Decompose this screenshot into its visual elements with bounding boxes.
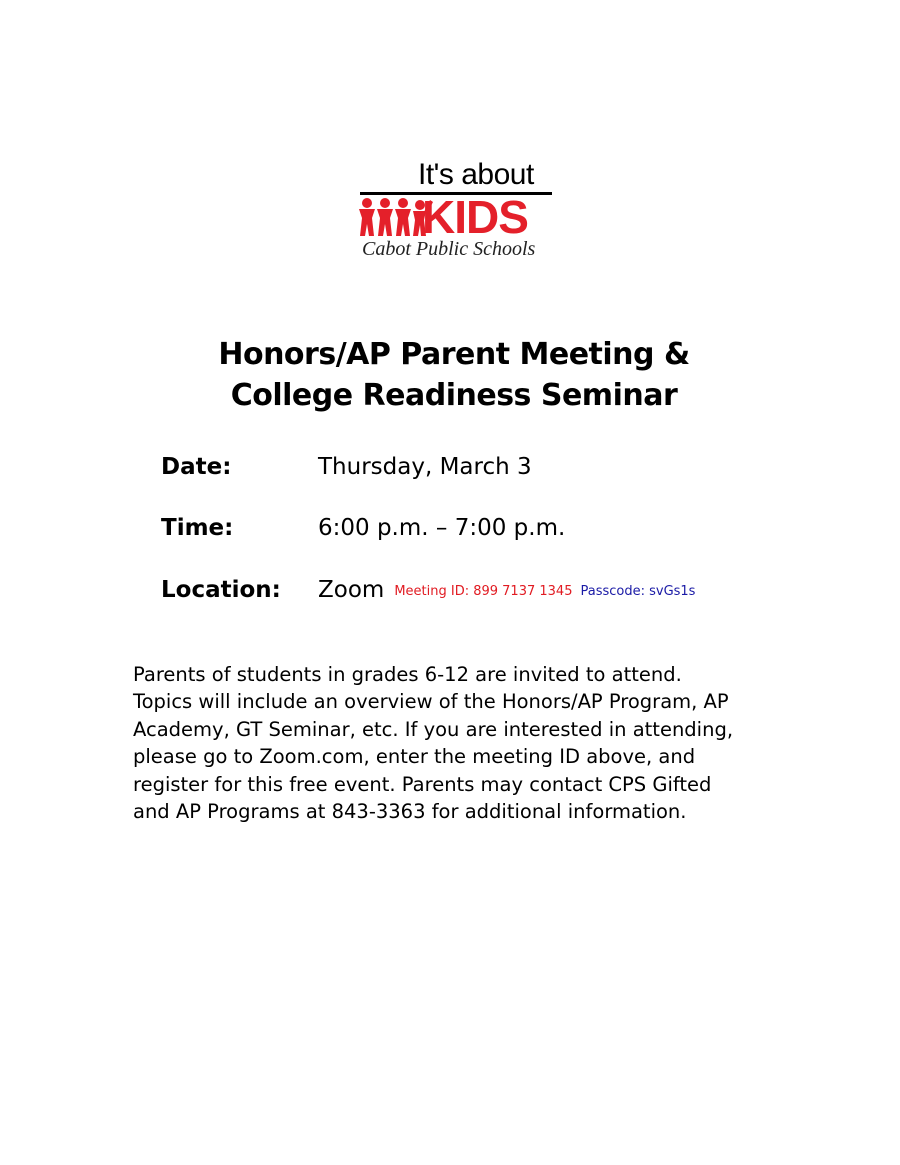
paragraph-line: register for this free event. Parents may contact CPS Gifted xyxy=(133,772,712,796)
paragraph-line: Topics will include an overview of the Honors/AP Program, AP xyxy=(133,690,729,714)
district-logo xyxy=(358,158,558,266)
paragraph-line: and AP Programs at 843-3363 for additional information. xyxy=(133,800,687,824)
time-label: Time: xyxy=(161,515,234,541)
title-line-2: College Readiness Seminar xyxy=(230,378,678,413)
logo-kids-text: KIDS xyxy=(422,191,528,243)
time-value: 6:00 p.m. – 7:00 p.m. xyxy=(318,515,566,541)
paragraph-line: Academy, GT Seminar, etc. If you are interested in attending, xyxy=(133,717,734,741)
page-title xyxy=(0,334,900,416)
logo-tagline: It's about xyxy=(418,158,534,191)
paragraph-line: please go to Zoom.com, enter the meeting ID above, and xyxy=(133,745,696,769)
description-paragraph xyxy=(133,661,833,825)
date-label: Date: xyxy=(161,454,232,480)
location-value: Zoom xyxy=(318,577,385,603)
logo-school-name: Cabot Public Schools xyxy=(362,238,536,260)
paragraph-line: Parents of students in grades 6-12 are invited to attend. xyxy=(133,663,682,686)
date-value: Thursday, March 3 xyxy=(318,454,532,480)
passcode: Passcode: svGs1s xyxy=(580,584,696,599)
meeting-id: Meeting ID: 899 7137 1345 xyxy=(394,584,573,599)
location-value-group xyxy=(318,575,695,607)
location-label: Location: xyxy=(161,577,281,603)
title-line-1: Honors/AP Parent Meeting & xyxy=(218,337,690,372)
